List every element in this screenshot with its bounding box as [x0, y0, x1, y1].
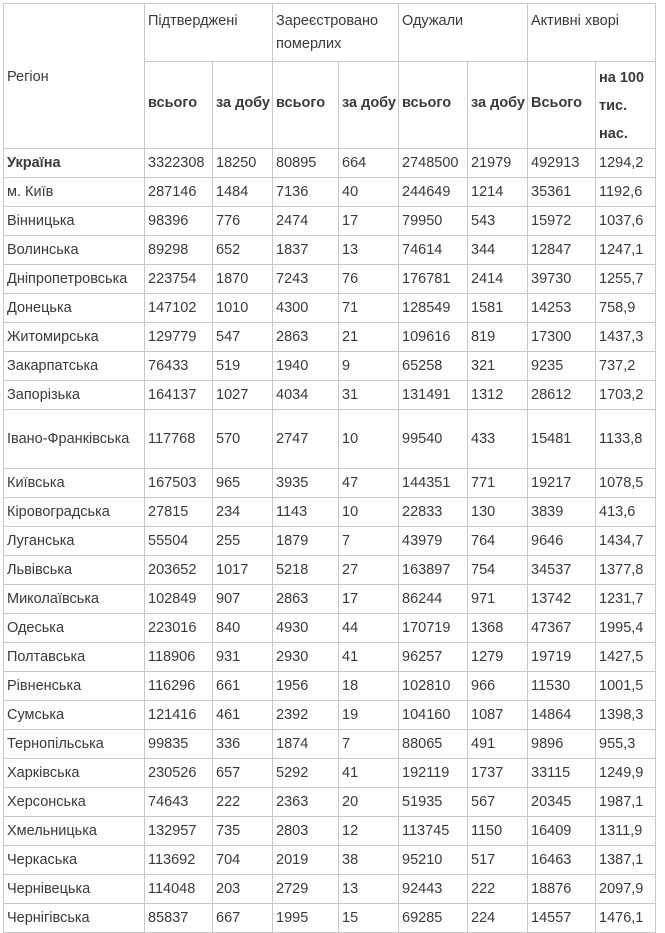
cell-rec-day: 1312: [468, 381, 528, 410]
cell-rec-total: 113745: [399, 817, 468, 846]
cell-death-day: 10: [339, 498, 399, 527]
cell-death-total: 2019: [273, 846, 339, 875]
cell-active-total: 9896: [528, 730, 596, 759]
cell-active-total: 9235: [528, 352, 596, 381]
cell-death-day: 664: [339, 149, 399, 178]
cell-active-total: 11530: [528, 672, 596, 701]
cell-death-day: 38: [339, 846, 399, 875]
active-total-header: Всього: [528, 62, 596, 149]
cell-death-total: 2729: [273, 875, 339, 904]
cell-death-total: 7243: [273, 265, 339, 294]
cell-conf-total: 118906: [145, 643, 213, 672]
table-row: [4, 381, 656, 410]
cell-conf-day: 657: [213, 759, 273, 788]
cell-rec-day: 567: [468, 788, 528, 817]
cell-death-day: 40: [339, 178, 399, 207]
cell-death-day: 9: [339, 352, 399, 381]
table-row: [4, 875, 656, 904]
cell-rec-total: 102810: [399, 672, 468, 701]
table-row: [4, 207, 656, 236]
region-header: Регіон: [4, 4, 145, 149]
cell-per100k: 1476,1: [596, 904, 656, 933]
cell-conf-day: 255: [213, 527, 273, 556]
cell-death-day: 12: [339, 817, 399, 846]
cell-per100k: 1133,8: [596, 410, 656, 469]
cell-death-total: 1874: [273, 730, 339, 759]
cell-region: м. Київ: [4, 178, 145, 207]
cell-death-total: 1143: [273, 498, 339, 527]
cell-rec-day: 222: [468, 875, 528, 904]
cell-death-total: 1940: [273, 352, 339, 381]
cell-region: Рівненська: [4, 672, 145, 701]
table-row: [4, 527, 656, 556]
cell-region: Львівська: [4, 556, 145, 585]
cell-death-day: 27: [339, 556, 399, 585]
cell-rec-total: 92443: [399, 875, 468, 904]
cell-rec-total: 170719: [399, 614, 468, 643]
cell-conf-day: 907: [213, 585, 273, 614]
table-row: [4, 585, 656, 614]
cell-per100k: 1311,9: [596, 817, 656, 846]
cell-conf-total: 167503: [145, 469, 213, 498]
cell-per100k: 955,3: [596, 730, 656, 759]
cell-region: Україна: [4, 149, 145, 178]
cell-death-total: 80895: [273, 149, 339, 178]
cell-death-day: 76: [339, 265, 399, 294]
cell-active-total: 14864: [528, 701, 596, 730]
cell-per100k: 1387,1: [596, 846, 656, 875]
cell-rec-day: 764: [468, 527, 528, 556]
table-row: [4, 265, 656, 294]
cell-conf-total: 147102: [145, 294, 213, 323]
cell-death-total: 2474: [273, 207, 339, 236]
cell-conf-total: 3322308: [145, 149, 213, 178]
cell-region: Тернопільська: [4, 730, 145, 759]
cell-conf-day: 667: [213, 904, 273, 933]
table-row: [4, 643, 656, 672]
cell-rec-day: 344: [468, 236, 528, 265]
deaths-header: Зареєстровано померлих: [273, 4, 399, 62]
cell-per100k: 1249,9: [596, 759, 656, 788]
cell-conf-day: 840: [213, 614, 273, 643]
cell-rec-total: 128549: [399, 294, 468, 323]
cell-rec-total: 104160: [399, 701, 468, 730]
cell-active-total: 13742: [528, 585, 596, 614]
cell-rec-day: 1279: [468, 643, 528, 672]
cell-active-total: 35361: [528, 178, 596, 207]
cell-rec-total: 51935: [399, 788, 468, 817]
cell-rec-total: 43979: [399, 527, 468, 556]
cell-conf-day: 1484: [213, 178, 273, 207]
cell-rec-day: 321: [468, 352, 528, 381]
cell-rec-total: 65258: [399, 352, 468, 381]
table-row: [4, 149, 656, 178]
cell-death-day: 41: [339, 643, 399, 672]
cell-per100k: 1078,5: [596, 469, 656, 498]
cell-rec-total: 192119: [399, 759, 468, 788]
cell-per100k: 1247,1: [596, 236, 656, 265]
cell-death-day: 13: [339, 236, 399, 265]
cell-conf-total: 132957: [145, 817, 213, 846]
cell-per100k: 1987,1: [596, 788, 656, 817]
cell-conf-total: 55504: [145, 527, 213, 556]
cell-conf-day: 776: [213, 207, 273, 236]
cell-rec-total: 109616: [399, 323, 468, 352]
cell-conf-total: 230526: [145, 759, 213, 788]
cell-region: Житомирська: [4, 323, 145, 352]
cell-rec-day: 2414: [468, 265, 528, 294]
cell-conf-day: 965: [213, 469, 273, 498]
cell-conf-day: 1027: [213, 381, 273, 410]
table-row: [4, 846, 656, 875]
recovered-header: Одужали: [399, 4, 528, 62]
cell-per100k: 737,2: [596, 352, 656, 381]
table-row: [4, 294, 656, 323]
cell-conf-day: 1017: [213, 556, 273, 585]
cell-conf-day: 336: [213, 730, 273, 759]
cell-region: Дніпропетровська: [4, 265, 145, 294]
cell-death-day: 17: [339, 207, 399, 236]
cell-conf-day: 1870: [213, 265, 273, 294]
recovered-day-header: за добу: [468, 62, 528, 149]
cell-rec-total: 22833: [399, 498, 468, 527]
cell-death-total: 1956: [273, 672, 339, 701]
cell-rec-total: 88065: [399, 730, 468, 759]
cell-rec-day: 771: [468, 469, 528, 498]
cell-conf-day: 1010: [213, 294, 273, 323]
table-row: [4, 323, 656, 352]
cell-rec-day: 433: [468, 410, 528, 469]
table-row: [4, 556, 656, 585]
cell-rec-day: 1214: [468, 178, 528, 207]
cell-rec-day: 819: [468, 323, 528, 352]
cell-death-day: 7: [339, 730, 399, 759]
cell-death-total: 2863: [273, 585, 339, 614]
table-row: [4, 788, 656, 817]
cell-active-total: 19217: [528, 469, 596, 498]
cell-death-total: 1879: [273, 527, 339, 556]
cell-conf-total: 114048: [145, 875, 213, 904]
covid-region-table: [3, 3, 656, 933]
cell-conf-total: 223754: [145, 265, 213, 294]
cell-conf-total: 98396: [145, 207, 213, 236]
cell-conf-day: 735: [213, 817, 273, 846]
table-row: [4, 410, 656, 469]
cell-conf-total: 76433: [145, 352, 213, 381]
cell-rec-total: 95210: [399, 846, 468, 875]
cell-per100k: 1995,4: [596, 614, 656, 643]
cell-death-day: 21: [339, 323, 399, 352]
cell-conf-total: 117768: [145, 410, 213, 469]
cell-region: Івано-Франківська: [4, 410, 145, 469]
cell-rec-total: 244649: [399, 178, 468, 207]
cell-active-total: 16409: [528, 817, 596, 846]
cell-region: Миколаївська: [4, 585, 145, 614]
cell-rec-total: 131491: [399, 381, 468, 410]
cell-active-total: 492913: [528, 149, 596, 178]
cell-conf-total: 99835: [145, 730, 213, 759]
cell-per100k: 1434,7: [596, 527, 656, 556]
cell-rec-day: 966: [468, 672, 528, 701]
table-row: [4, 904, 656, 933]
cell-conf-total: 116296: [145, 672, 213, 701]
table-row: [4, 759, 656, 788]
cell-conf-total: 223016: [145, 614, 213, 643]
cell-per100k: 1294,2: [596, 149, 656, 178]
cell-rec-day: 1368: [468, 614, 528, 643]
cell-active-total: 15481: [528, 410, 596, 469]
cell-active-total: 34537: [528, 556, 596, 585]
cell-conf-day: 661: [213, 672, 273, 701]
cell-active-total: 33115: [528, 759, 596, 788]
confirmed-total-header: всього: [145, 62, 213, 149]
cell-death-day: 17: [339, 585, 399, 614]
cell-death-day: 44: [339, 614, 399, 643]
cell-region: Чернівецька: [4, 875, 145, 904]
cell-per100k: 1427,5: [596, 643, 656, 672]
cell-active-total: 14557: [528, 904, 596, 933]
cell-conf-day: 704: [213, 846, 273, 875]
table-row: [4, 178, 656, 207]
cell-death-day: 47: [339, 469, 399, 498]
cell-death-day: 71: [339, 294, 399, 323]
cell-active-total: 19719: [528, 643, 596, 672]
cell-conf-total: 85837: [145, 904, 213, 933]
cell-rec-total: 96257: [399, 643, 468, 672]
table-row: [4, 817, 656, 846]
cell-death-total: 2930: [273, 643, 339, 672]
table-row: [4, 236, 656, 265]
cell-per100k: 1192,6: [596, 178, 656, 207]
cell-death-day: 15: [339, 904, 399, 933]
cell-rec-day: 517: [468, 846, 528, 875]
cell-active-total: 28612: [528, 381, 596, 410]
cell-active-total: 18876: [528, 875, 596, 904]
cell-rec-day: 130: [468, 498, 528, 527]
cell-rec-total: 74614: [399, 236, 468, 265]
cell-active-total: 16463: [528, 846, 596, 875]
cell-death-total: 5292: [273, 759, 339, 788]
cell-death-day: 19: [339, 701, 399, 730]
cell-per100k: 1437,3: [596, 323, 656, 352]
cell-active-total: 3839: [528, 498, 596, 527]
cell-active-total: 47367: [528, 614, 596, 643]
cell-death-day: 20: [339, 788, 399, 817]
cell-region: Закарпатська: [4, 352, 145, 381]
cell-region: Харківська: [4, 759, 145, 788]
cell-rec-day: 491: [468, 730, 528, 759]
cell-death-day: 31: [339, 381, 399, 410]
cell-region: Полтавська: [4, 643, 145, 672]
cell-region: Кіровоградська: [4, 498, 145, 527]
cell-per100k: 1377,8: [596, 556, 656, 585]
cell-death-total: 2392: [273, 701, 339, 730]
cell-per100k: 1001,5: [596, 672, 656, 701]
cell-conf-day: 519: [213, 352, 273, 381]
cell-per100k: 1255,7: [596, 265, 656, 294]
cell-per100k: 1037,6: [596, 207, 656, 236]
cell-per100k: 1398,3: [596, 701, 656, 730]
cell-rec-day: 971: [468, 585, 528, 614]
cell-death-total: 3935: [273, 469, 339, 498]
cell-rec-total: 176781: [399, 265, 468, 294]
deaths-day-header: за добу: [339, 62, 399, 149]
cell-per100k: 1231,7: [596, 585, 656, 614]
cell-rec-total: 163897: [399, 556, 468, 585]
confirmed-day-header: за добу: [213, 62, 273, 149]
cell-per100k: 758,9: [596, 294, 656, 323]
cell-active-total: 9646: [528, 527, 596, 556]
cell-rec-day: 21979: [468, 149, 528, 178]
cell-conf-total: 102849: [145, 585, 213, 614]
cell-death-total: 2803: [273, 817, 339, 846]
cell-rec-day: 1150: [468, 817, 528, 846]
cell-active-total: 12847: [528, 236, 596, 265]
cell-conf-total: 164137: [145, 381, 213, 410]
cell-region: Одеська: [4, 614, 145, 643]
cell-conf-total: 89298: [145, 236, 213, 265]
table-row: [4, 498, 656, 527]
deaths-total-header: всього: [273, 62, 339, 149]
cell-region: Донецька: [4, 294, 145, 323]
table-row: [4, 730, 656, 759]
cell-conf-day: 234: [213, 498, 273, 527]
cell-conf-day: 461: [213, 701, 273, 730]
cell-death-day: 41: [339, 759, 399, 788]
table-row: [4, 672, 656, 701]
cell-rec-total: 144351: [399, 469, 468, 498]
cell-region: Черкаська: [4, 846, 145, 875]
cell-rec-total: 69285: [399, 904, 468, 933]
cell-region: Херсонська: [4, 788, 145, 817]
cell-death-total: 1995: [273, 904, 339, 933]
table-row: [4, 352, 656, 381]
cell-death-total: 2363: [273, 788, 339, 817]
cell-conf-day: 18250: [213, 149, 273, 178]
cell-rec-total: 86244: [399, 585, 468, 614]
cell-region: Чернігівська: [4, 904, 145, 933]
cell-rec-total: 99540: [399, 410, 468, 469]
cell-region: Запорізька: [4, 381, 145, 410]
cell-death-total: 4034: [273, 381, 339, 410]
cell-active-total: 39730: [528, 265, 596, 294]
cell-rec-day: 1737: [468, 759, 528, 788]
cell-conf-total: 287146: [145, 178, 213, 207]
cell-rec-total: 2748500: [399, 149, 468, 178]
cell-rec-day: 754: [468, 556, 528, 585]
cell-rec-day: 224: [468, 904, 528, 933]
cell-conf-day: 652: [213, 236, 273, 265]
cell-death-total: 7136: [273, 178, 339, 207]
cell-active-total: 17300: [528, 323, 596, 352]
cell-rec-day: 1087: [468, 701, 528, 730]
table-row: [4, 614, 656, 643]
cell-rec-total: 79950: [399, 207, 468, 236]
cell-death-total: 4300: [273, 294, 339, 323]
cell-region: Київська: [4, 469, 145, 498]
cell-death-total: 2863: [273, 323, 339, 352]
table-row: [4, 469, 656, 498]
recovered-total-header: всього: [399, 62, 468, 149]
active-per100k-header: на 100 тис. нас.: [596, 62, 656, 149]
cell-active-total: 15972: [528, 207, 596, 236]
cell-conf-total: 74643: [145, 788, 213, 817]
cell-conf-total: 203652: [145, 556, 213, 585]
cell-conf-day: 931: [213, 643, 273, 672]
cell-death-day: 7: [339, 527, 399, 556]
cell-death-day: 10: [339, 410, 399, 469]
cell-per100k: 413,6: [596, 498, 656, 527]
cell-per100k: 2097,9: [596, 875, 656, 904]
cell-rec-day: 1581: [468, 294, 528, 323]
cell-rec-day: 543: [468, 207, 528, 236]
table-body: [4, 149, 656, 933]
cell-death-total: 1837: [273, 236, 339, 265]
cell-region: Луганська: [4, 527, 145, 556]
cell-conf-day: 203: [213, 875, 273, 904]
cell-conf-total: 121416: [145, 701, 213, 730]
confirmed-header: Підтверджені: [145, 4, 273, 62]
cell-death-total: 2747: [273, 410, 339, 469]
cell-death-day: 13: [339, 875, 399, 904]
cell-conf-total: 27815: [145, 498, 213, 527]
cell-death-total: 5218: [273, 556, 339, 585]
cell-conf-day: 547: [213, 323, 273, 352]
cell-active-total: 20345: [528, 788, 596, 817]
cell-region: Сумська: [4, 701, 145, 730]
cell-region: Волинська: [4, 236, 145, 265]
cell-death-total: 4930: [273, 614, 339, 643]
cell-active-total: 14253: [528, 294, 596, 323]
cell-conf-total: 129779: [145, 323, 213, 352]
cell-conf-total: 113692: [145, 846, 213, 875]
active-header: Активні хворі: [528, 4, 656, 62]
cell-conf-day: 570: [213, 410, 273, 469]
cell-region: Хмельницька: [4, 817, 145, 846]
cell-region: Вінницька: [4, 207, 145, 236]
cell-per100k: 1703,2: [596, 381, 656, 410]
cell-death-day: 18: [339, 672, 399, 701]
table-row: [4, 701, 656, 730]
cell-conf-day: 222: [213, 788, 273, 817]
